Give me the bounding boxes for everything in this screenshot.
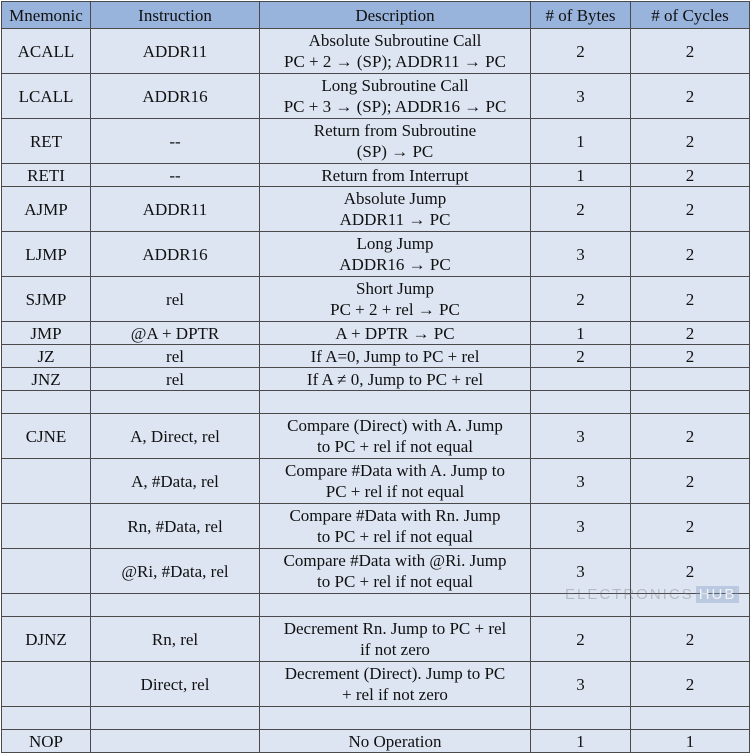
description-line-1: Return from Subroutine bbox=[313, 121, 477, 140]
table-row bbox=[2, 187, 750, 232]
cell-instruction bbox=[91, 594, 260, 617]
description-line-1: No Operation bbox=[348, 731, 442, 751]
cell-cycles: 2 bbox=[631, 322, 750, 345]
table-row bbox=[2, 594, 750, 617]
cell-mnemonic: JMP bbox=[2, 322, 91, 345]
cell-description bbox=[260, 594, 531, 617]
header-row bbox=[2, 2, 750, 29]
description-line-1: Decrement (Direct). Jump to PC bbox=[284, 664, 506, 683]
table-header bbox=[2, 2, 750, 29]
cell-instruction bbox=[91, 730, 260, 753]
description-line-2: to PC + rel if not equal bbox=[317, 527, 473, 546]
description-line-1: Absolute Subroutine Call bbox=[308, 31, 482, 50]
table-row bbox=[2, 277, 750, 322]
description-line-2: PC + 2 → (SP); ADDR11 → PC bbox=[284, 52, 506, 71]
cell-cycles: 2 bbox=[631, 549, 750, 594]
cell-instruction: @Ri, #Data, rel bbox=[91, 549, 260, 594]
cell-mnemonic: JZ bbox=[2, 345, 91, 368]
cell-instruction: Rn, rel bbox=[91, 617, 260, 662]
table-row bbox=[2, 549, 750, 594]
cell-bytes: 3 bbox=[531, 232, 631, 277]
description-line-1: Absolute Jump bbox=[343, 189, 447, 208]
description-line-2: to PC + rel if not equal bbox=[317, 572, 473, 591]
cell-cycles: 2 bbox=[631, 459, 750, 504]
cell-mnemonic bbox=[2, 549, 91, 594]
cell-bytes: 2 bbox=[531, 187, 631, 232]
cell-cycles: 2 bbox=[631, 345, 750, 368]
instruction-table bbox=[1, 1, 750, 753]
cell-cycles bbox=[631, 368, 750, 391]
header-cycles: # of Cycles bbox=[631, 2, 750, 29]
cell-cycles: 1 bbox=[631, 730, 750, 753]
cell-cycles: 2 bbox=[631, 617, 750, 662]
cell-bytes: 3 bbox=[531, 549, 631, 594]
description-line-2: PC + rel if not equal bbox=[325, 482, 465, 501]
cell-bytes: 2 bbox=[531, 345, 631, 368]
cell-instruction: A, Direct, rel bbox=[91, 414, 260, 459]
description-line-1: Decrement Rn. Jump to PC + rel bbox=[283, 619, 507, 638]
table-row bbox=[2, 707, 750, 730]
table-row bbox=[2, 730, 750, 753]
cell-description bbox=[260, 232, 531, 277]
description-line-1: Compare #Data with A. Jump to bbox=[284, 461, 506, 480]
description-line-2: PC + 3 → (SP); ADDR16 → PC bbox=[283, 97, 507, 116]
table-body bbox=[2, 29, 750, 753]
cell-mnemonic bbox=[2, 662, 91, 707]
description-line-1: Long Jump bbox=[356, 234, 434, 253]
table-row bbox=[2, 414, 750, 459]
cell-description bbox=[260, 119, 531, 164]
cell-mnemonic: AJMP bbox=[2, 187, 91, 232]
cell-instruction bbox=[91, 391, 260, 414]
cell-mnemonic: JNZ bbox=[2, 368, 91, 391]
cell-cycles: 2 bbox=[631, 504, 750, 549]
cell-instruction: ADDR16 bbox=[91, 74, 260, 119]
description-line-1: If A=0, Jump to PC + rel bbox=[310, 346, 480, 366]
cell-description bbox=[260, 549, 531, 594]
cell-cycles: 2 bbox=[631, 187, 750, 232]
cell-mnemonic bbox=[2, 459, 91, 504]
cell-instruction: ADDR11 bbox=[91, 29, 260, 74]
description-line-2: to PC + rel if not equal bbox=[317, 437, 473, 456]
cell-cycles: 2 bbox=[631, 414, 750, 459]
cell-instruction: -- bbox=[91, 164, 260, 187]
cell-mnemonic: LJMP bbox=[2, 232, 91, 277]
cell-description bbox=[260, 345, 531, 368]
table-row bbox=[2, 459, 750, 504]
cell-mnemonic bbox=[2, 594, 91, 617]
cell-description bbox=[260, 277, 531, 322]
cell-mnemonic: SJMP bbox=[2, 277, 91, 322]
table-row bbox=[2, 617, 750, 662]
cell-description bbox=[260, 368, 531, 391]
cell-mnemonic: LCALL bbox=[2, 74, 91, 119]
header-instruction: Instruction bbox=[91, 2, 260, 29]
description-line-1: A + DPTR → PC bbox=[335, 323, 455, 343]
cell-description bbox=[260, 391, 531, 414]
table-row bbox=[2, 662, 750, 707]
cell-bytes bbox=[531, 368, 631, 391]
cell-mnemonic: RET bbox=[2, 119, 91, 164]
cell-description bbox=[260, 74, 531, 119]
cell-mnemonic bbox=[2, 504, 91, 549]
cell-instruction: rel bbox=[91, 277, 260, 322]
cell-description bbox=[260, 414, 531, 459]
cell-bytes: 2 bbox=[531, 277, 631, 322]
description-line-1: Compare #Data with Rn. Jump bbox=[289, 506, 501, 525]
cell-cycles: 2 bbox=[631, 232, 750, 277]
table-row bbox=[2, 29, 750, 74]
cell-bytes: 1 bbox=[531, 322, 631, 345]
cell-mnemonic: CJNE bbox=[2, 414, 91, 459]
cell-instruction: -- bbox=[91, 119, 260, 164]
table-row bbox=[2, 504, 750, 549]
cell-bytes: 2 bbox=[531, 29, 631, 74]
description-line-2: PC + 2 + rel → PC bbox=[330, 300, 460, 319]
cell-bytes: 3 bbox=[531, 662, 631, 707]
cell-cycles: 2 bbox=[631, 119, 750, 164]
cell-instruction: Direct, rel bbox=[91, 662, 260, 707]
cell-description bbox=[260, 662, 531, 707]
cell-cycles: 2 bbox=[631, 277, 750, 322]
cell-description bbox=[260, 617, 531, 662]
description-line-2: + rel if not zero bbox=[342, 685, 448, 704]
cell-instruction: @A + DPTR bbox=[91, 322, 260, 345]
cell-mnemonic: RETI bbox=[2, 164, 91, 187]
cell-description bbox=[260, 504, 531, 549]
cell-cycles bbox=[631, 707, 750, 730]
description-line-2: if not zero bbox=[360, 640, 430, 659]
cell-mnemonic: NOP bbox=[2, 730, 91, 753]
table-row bbox=[2, 232, 750, 277]
cell-instruction: A, #Data, rel bbox=[91, 459, 260, 504]
header-description: Description bbox=[260, 2, 531, 29]
watermark-brand: ELECTRONICS bbox=[565, 586, 694, 603]
cell-bytes bbox=[531, 707, 631, 730]
cell-instruction: rel bbox=[91, 345, 260, 368]
cell-bytes: 3 bbox=[531, 504, 631, 549]
cell-cycles bbox=[631, 391, 750, 414]
cell-bytes: 1 bbox=[531, 119, 631, 164]
description-line-2: ADDR16 → PC bbox=[339, 255, 451, 274]
cell-instruction: rel bbox=[91, 368, 260, 391]
description-line-1: Return from Interrupt bbox=[321, 165, 469, 185]
cell-description bbox=[260, 322, 531, 345]
cell-description bbox=[260, 707, 531, 730]
cell-description bbox=[260, 164, 531, 187]
cell-mnemonic: DJNZ bbox=[2, 617, 91, 662]
cell-cycles bbox=[631, 594, 750, 617]
header-mnemonic: Mnemonic bbox=[2, 2, 91, 29]
watermark-suffix: HUB bbox=[696, 586, 740, 603]
cell-instruction: ADDR16 bbox=[91, 232, 260, 277]
cell-mnemonic: ACALL bbox=[2, 29, 91, 74]
description-line-1: Compare (Direct) with A. Jump bbox=[287, 416, 503, 435]
description-line-1: Long Subroutine Call bbox=[321, 76, 469, 95]
description-line-2: (SP) → PC bbox=[356, 142, 434, 161]
cell-description bbox=[260, 459, 531, 504]
cell-bytes: 2 bbox=[531, 617, 631, 662]
description-line-1: If A ≠ 0, Jump to PC + rel bbox=[306, 369, 484, 389]
cell-bytes: 3 bbox=[531, 459, 631, 504]
cell-bytes: 3 bbox=[531, 414, 631, 459]
table-row bbox=[2, 74, 750, 119]
cell-description bbox=[260, 730, 531, 753]
table-row bbox=[2, 368, 750, 391]
cell-cycles: 2 bbox=[631, 74, 750, 119]
cell-cycles: 2 bbox=[631, 662, 750, 707]
table-row bbox=[2, 322, 750, 345]
cell-instruction: Rn, #Data, rel bbox=[91, 504, 260, 549]
table-row bbox=[2, 164, 750, 187]
cell-cycles: 2 bbox=[631, 29, 750, 74]
cell-description bbox=[260, 29, 531, 74]
table-row bbox=[2, 345, 750, 368]
description-line-1: Short Jump bbox=[356, 279, 434, 298]
cell-bytes: 1 bbox=[531, 730, 631, 753]
table-row bbox=[2, 119, 750, 164]
cell-instruction: ADDR11 bbox=[91, 187, 260, 232]
cell-bytes bbox=[531, 391, 631, 414]
header-bytes: # of Bytes bbox=[531, 2, 631, 29]
cell-mnemonic bbox=[2, 391, 91, 414]
description-line-1: Compare #Data with @Ri. Jump bbox=[283, 551, 507, 570]
cell-mnemonic bbox=[2, 707, 91, 730]
cell-instruction bbox=[91, 707, 260, 730]
cell-bytes: 3 bbox=[531, 74, 631, 119]
table-row bbox=[2, 391, 750, 414]
description-line-2: ADDR11 → PC bbox=[339, 210, 451, 229]
cell-bytes bbox=[531, 594, 631, 617]
cell-cycles: 2 bbox=[631, 164, 750, 187]
cell-bytes: 1 bbox=[531, 164, 631, 187]
cell-description bbox=[260, 187, 531, 232]
